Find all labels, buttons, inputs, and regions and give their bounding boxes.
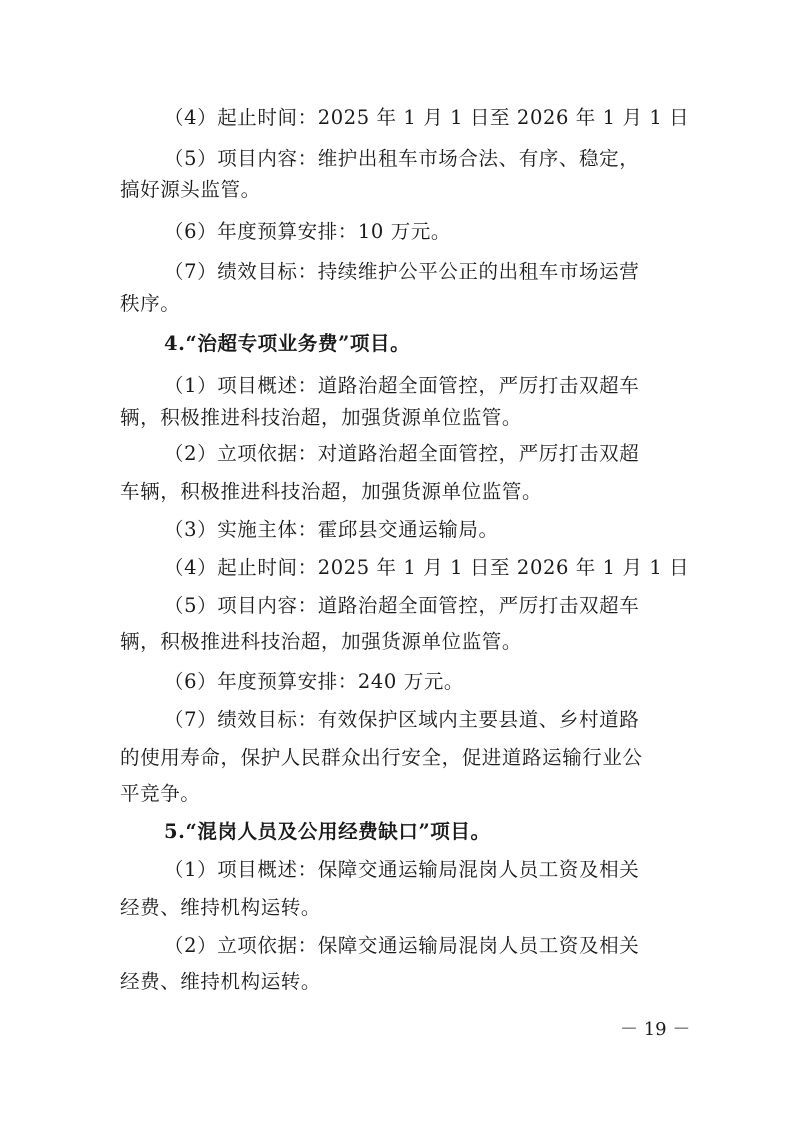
text-line: （3）实施主体：霍邱县交通运输局。	[164, 518, 499, 541]
text-line: （1）项目概述：道路治超全面管控，严厉打击双超车	[164, 374, 640, 397]
text-line: （5）项目内容：道路治超全面管控，严厉打击双超车	[164, 594, 640, 617]
text-line: 辆，积极推进科技治超，加强货源单位监管。	[120, 406, 523, 429]
text-line: 辆，积极推进科技治超，加强货源单位监管。	[120, 630, 523, 653]
text-line: （5）项目内容：维护出租车市场合法、有序、稳定，	[164, 147, 640, 170]
text-line: （6）年度预算安排：10 万元。	[164, 220, 452, 243]
section-heading: 4.“治超专项业务费”项目。	[164, 332, 411, 355]
text-line: 车辆，积极推进科技治超，加强货源单位监管。	[120, 480, 543, 503]
text-line: （1）项目概述：保障交通运输局混岗人员工资及相关	[164, 858, 640, 881]
text-line: （6）年度预算安排：240 万元。	[164, 670, 465, 693]
text-line: （2）立项依据：保障交通运输局混岗人员工资及相关	[164, 934, 640, 957]
text-line: （7）绩效目标：有效保护区域内主要县道、乡村道路	[164, 708, 640, 731]
text-line: （2）立项依据：对道路治超全面管控，严厉打击双超	[164, 442, 640, 465]
text-line: （7）绩效目标：持续维护公平公正的出租车市场运营	[164, 260, 640, 283]
text-line: （4）起止时间：2025 年 1 月 1 日至 2026 年 1 月 1 日	[164, 556, 690, 579]
page-number: － 19 －	[620, 1019, 691, 1040]
text-line: 秩序。	[120, 292, 181, 315]
text-line: 的使用寿命，保护人民群众出行安全，促进道路运输行业公	[120, 746, 643, 769]
text-line: （4）起止时间：2025 年 1 月 1 日至 2026 年 1 月 1 日	[164, 106, 690, 129]
text-line: 经费、维持机构运转。	[120, 896, 322, 919]
text-line: 搞好源头监管。	[120, 178, 261, 201]
text-line: 经费、维持机构运转。	[120, 970, 322, 993]
section-heading: 5.“混岗人员及公用经费缺口”项目。	[164, 820, 491, 843]
text-line: 平竞争。	[120, 782, 201, 805]
